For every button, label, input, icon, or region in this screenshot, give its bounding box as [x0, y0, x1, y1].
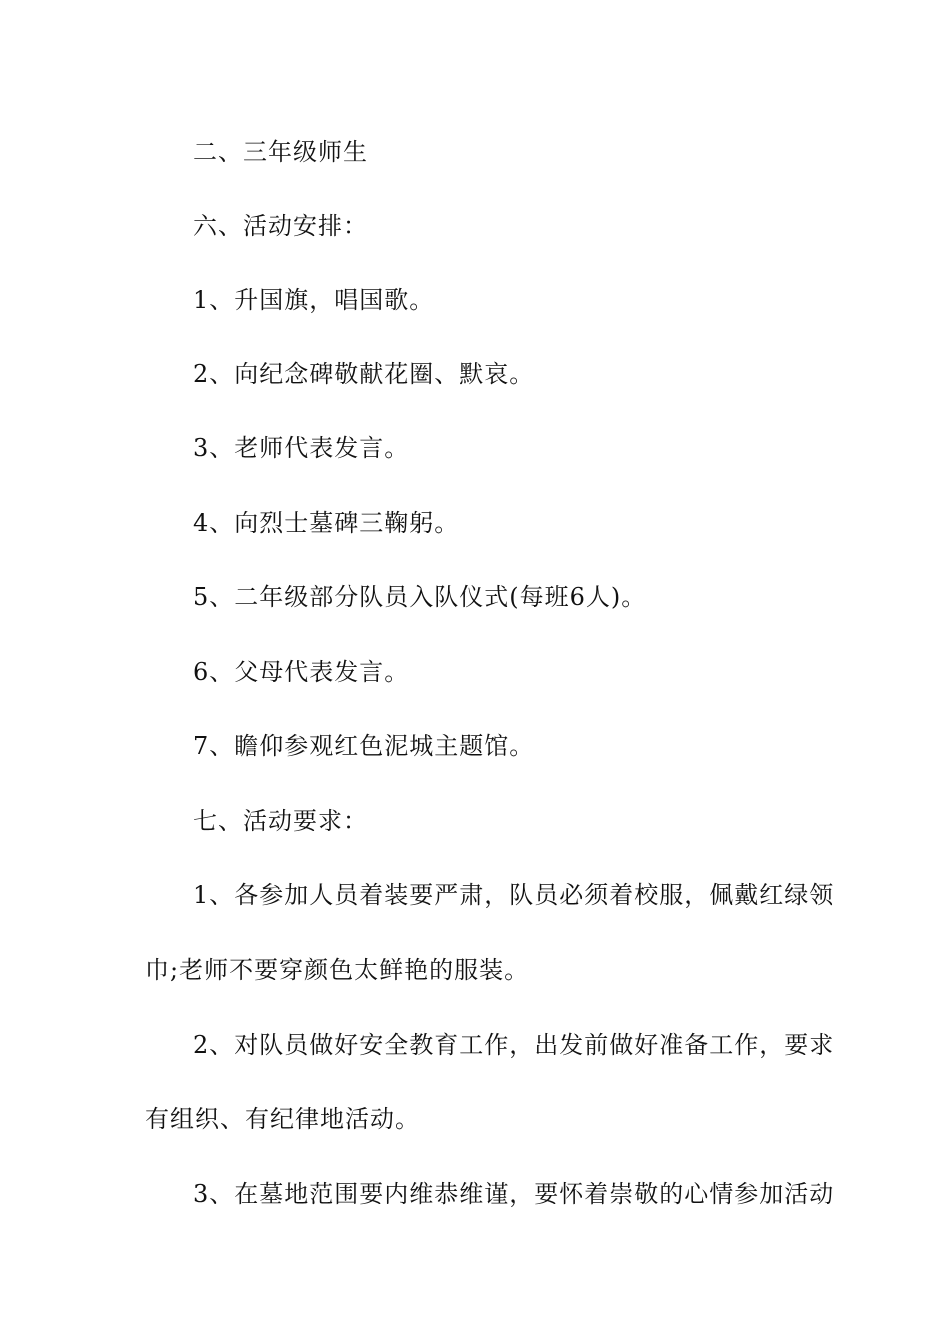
paragraph-line: 巾;老师不要穿颜色太鲜艳的服装。: [145, 956, 530, 984]
paragraph-line: 1、各参加人员着装要严肃，队员必须着校服，佩戴红绿领: [193, 881, 835, 909]
list-item: 6、父母代表发言。: [193, 658, 410, 686]
paragraph-line: 有组织、有纪律地活动。: [145, 1105, 420, 1133]
list-item: 7、瞻仰参观红色泥城主题馆。: [193, 732, 535, 760]
section-heading: 六、活动安排：: [193, 212, 368, 240]
paragraph-line: 2、对队员做好安全教育工作，出发前做好准备工作，要求: [193, 1031, 835, 1059]
list-item: 3、老师代表发言。: [193, 434, 410, 462]
paragraph-line: 二、三年级师生: [193, 138, 368, 166]
list-item: 1、升国旗，唱国歌。: [193, 286, 435, 314]
list-item: 4、向烈士墓碑三鞠躬。: [193, 509, 460, 537]
list-item: 5、二年级部分队员入队仪式(每班6人)。: [193, 583, 647, 611]
section-heading: 七、活动要求：: [193, 807, 368, 835]
paragraph-line: 3、在墓地范围要内维恭维谨，要怀着崇敬的心情参加活动: [193, 1180, 835, 1208]
list-item: 2、向纪念碑敬献花圈、默哀。: [193, 360, 535, 388]
